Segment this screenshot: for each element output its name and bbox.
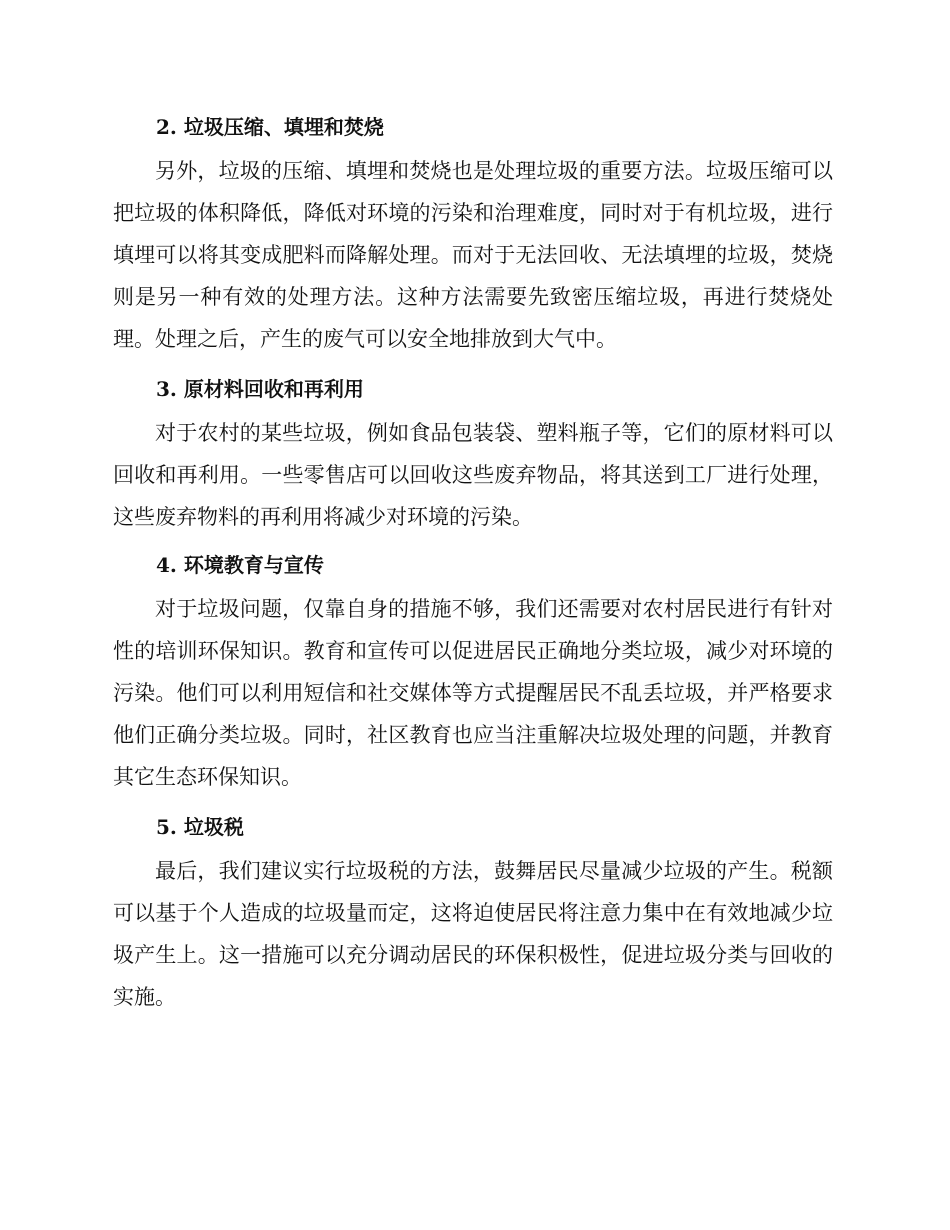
section-environmental-education: [113, 542, 833, 798]
section-garbage-tax: [113, 804, 833, 1018]
section-paragraph: 对于农村的某些垃圾，例如食品包装袋、塑料瓶子等，它们的原材料可以回收和再利用。一些零售店可以回收这些废弃物品，将其送到工厂进行处理，这些废弃物料的再利用将减少对环境的污染。: [113, 421, 833, 529]
section-material-recycling: [113, 366, 833, 538]
section-paragraph: 对于垃圾问题，仅靠自身的措施不够，我们还需要对农村居民进行有针对性的培训环保知识。教育和宣传可以促进居民正确地分类垃圾，减少对环境的污染。他们可以利用短信和社交媒体等方式提醒居民不乱丢垃圾，并严格要求他们正确分类垃圾。同时，社区教育也应当注重解决垃圾处理的问题，并教育其它生态环保知识。: [113, 597, 833, 789]
section-paragraph: 最后，我们建议实行垃圾税的方法，鼓舞居民尽量减少垃圾的产生。税额可以基于个人造成的垃圾量而定，这将迫使居民将注意力集中在有效地减少垃圾产生上。这一措施可以充分调动居民的环保积极性，促进垃圾分类与回收的实施。: [113, 859, 833, 1009]
section-heading: 5. 垃圾税: [156, 815, 244, 839]
section-heading: 2. 垃圾压缩、填埋和焚烧: [156, 115, 384, 139]
document-page: [113, 104, 833, 1024]
section-heading: 3. 原材料回收和再利用: [156, 377, 364, 401]
section-heading: 4. 环境教育与宣传: [156, 553, 324, 577]
section-waste-compression: [113, 104, 833, 360]
section-paragraph: 另外，垃圾的压缩、填埋和焚烧也是处理垃圾的重要方法。垃圾压缩可以把垃圾的体积降低，降低对环境的污染和治理难度，同时对于有机垃圾，进行填埋可以将其变成肥料而降解处理。而对于无法回收、无法填埋的垃圾，焚烧则是另一种有效的处理方法。这种方法需要先致密压缩垃圾，再进行焚烧处理。处理之后，产生的废气可以安全地排放到大气中。: [113, 159, 833, 351]
